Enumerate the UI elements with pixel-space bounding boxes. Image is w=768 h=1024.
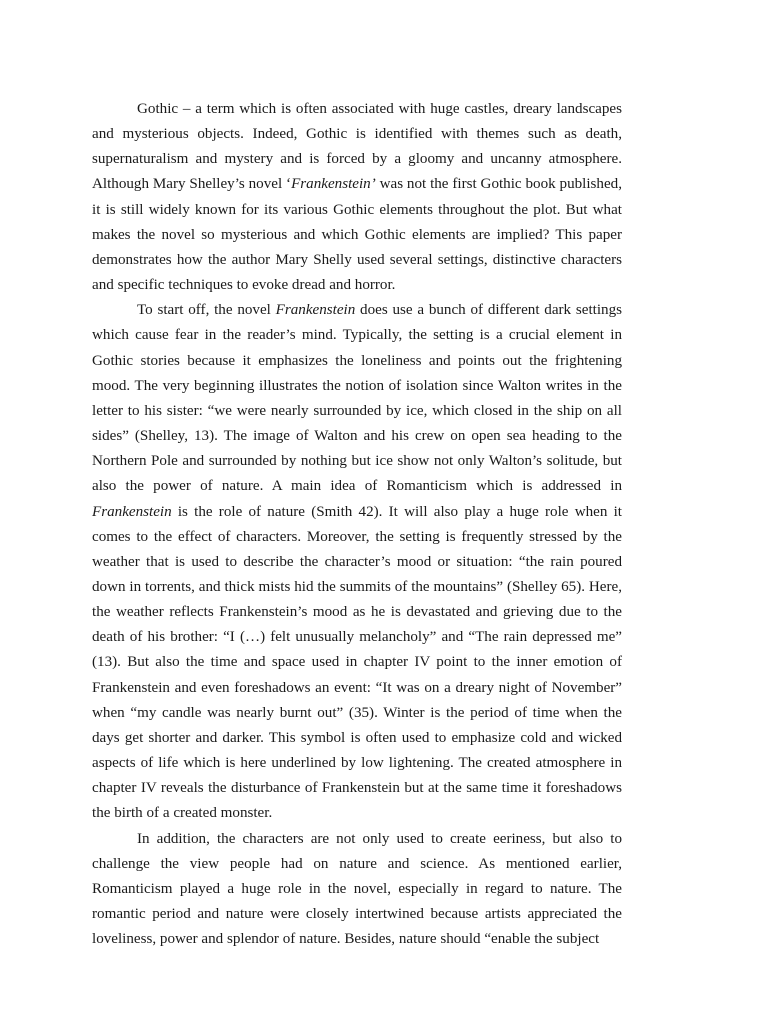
paragraph-segment: Gothic – a term which is often associated with huge castles, dreary landscapes and mysterious objects. Indeed, Gothic is identified with themes such as death, supernaturalism and mystery and is forced by a gloomy and uncanny atmosphere. Although Mary Shelley’s novel ‘ [92, 101, 622, 193]
paragraph-segment: was not the first Gothic book published, it is still widely known for its various Gothic elements throughout the plot. But what makes the novel so mysterious and which Gothic elements are implied? This paper demonstrates how the author Mary Shelly used several settings, distinctive characters and specific techniques to evoke dread and horror. [92, 176, 622, 294]
novel-title-italic: Frankenstein’ [291, 176, 376, 193]
paragraph-introduction [92, 97, 622, 298]
paragraph-segment: In addition, the characters are not only used to create eeriness, but also to challenge the view people had on nature and science. As mentioned earlier, Romanticism played a huge role in the novel, especially in regard to nature. The romantic period and nature were closely intertwined because artists appreciated the loveliness, power and splendor of nature. Besides, nature should “enable the subject [92, 830, 622, 948]
paragraph-segment: is the role of nature (Smith 42). It will also play a huge role when it comes to the effect of characters. Moreover, the setting is frequently stressed by the weather that is used to describe the character’s mood or situation: “the rain poured down in torrents, and thick mists hid the summits of the mountains” (Shelley 65). Here, the weather reflects Frankenstein’s mood as he is devastated and grieving due to the death of his brother: “I (…) felt unusually melancholy” and “The rain depressed me” (13). But also the time and space used in chapter IV point to the inner emotion of Frankenstein and even foreshadows an event: “It was on a dreary night of November” when “my candle was nearly burnt out” (35). Winter is the period of time when the days get shorter and darker. This symbol is often used to emphasize cold and wicked aspects of life which is here underlined by low lightening. The created atmosphere in chapter IV reveals the disturbance of Frankenstein but at the same time it foreshadows the birth of a created monster. [92, 503, 622, 822]
novel-title-italic: Frankenstein [275, 302, 356, 319]
paragraph-settings [92, 298, 622, 826]
paragraph-segment: does use a bunch of different dark settings which cause fear in the reader’s mind. Typically, the setting is a crucial element in Gothic stories because it emphasizes the loneliness and points out the frightening mood. The very beginning illustrates the notion of isolation since Walton writes in the letter to his sister: “we were nearly surrounded by ice, which closed in the ship on all sides” (Shelley, 13). The image of Walton and his crew on open sea heading to the Northern Pole and surrounded by nothing but ice show not only Walton’s solitude, but also the power of nature. A main idea of Romanticism which is addressed in [92, 302, 622, 495]
paragraph-segment: To start off, the novel [137, 302, 276, 319]
novel-title-italic: Frankenstein [92, 503, 172, 520]
document-page [92, 97, 622, 952]
paragraph-characters [92, 827, 622, 953]
